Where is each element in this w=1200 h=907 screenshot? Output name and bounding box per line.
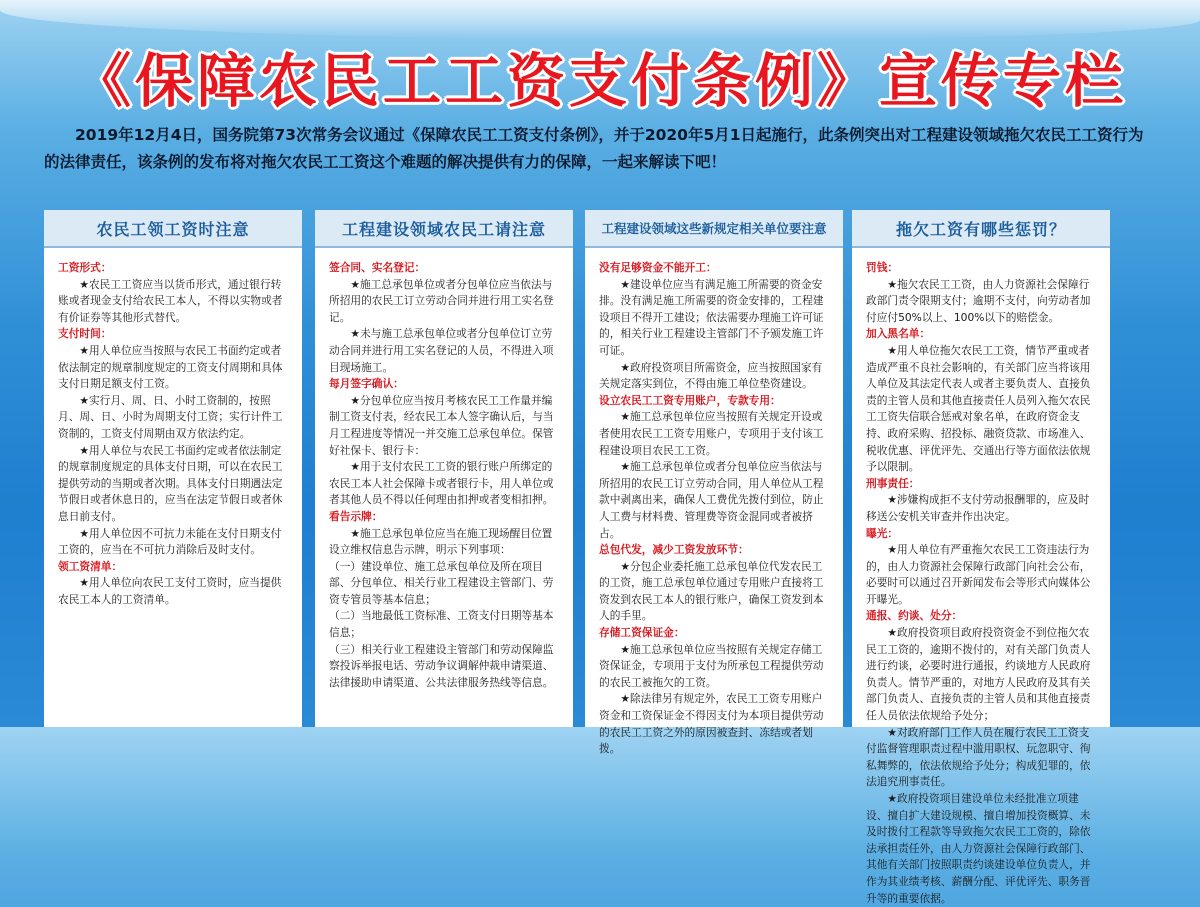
section-heading: 看告示牌： bbox=[329, 509, 383, 523]
section-heading: 签合同、实名登记： bbox=[329, 261, 426, 274]
paragraph: ★用人单位因不可抗力未能在支付日期支付工资的，应当在不可抗力消除后及时支付。 bbox=[58, 526, 282, 557]
paragraph: ★分包企业委托施工总承包单位代发农民工的工资，施工总承包单位通过专用账户直接将工资发到农民工本人的银行账户，确保工资发到本人的手里。 bbox=[599, 559, 824, 623]
section-heading: 总包代发，减少工资发放环节： bbox=[599, 543, 749, 557]
section-heading: 刑事责任： bbox=[866, 476, 920, 490]
paragraph: ★施工总承包单位或者分包单位应当依法与所招用的农民工订立劳动合同，用人单位从工程款中剥离出来，确保人工费优先拨付到位，防止人工费与材料费、管理费等资金混同或者被挤占。 bbox=[599, 460, 824, 540]
paragraph: （三）相关行业工程建设主管部门和劳动保障监察投诉举报电话、劳动争议调解仲裁申请渠道、法律援助申请渠道、公共法律服务热线等信息。 bbox=[329, 642, 554, 689]
paragraph: （一）建设单位、施工总承包单位及所在项目部、分包单位、相关行业工程建设主管部门、劳资专管员等基本信息； bbox=[329, 559, 554, 606]
section-heading: 罚钱： bbox=[866, 261, 899, 274]
section-heading: 没有足够资金不能开工： bbox=[599, 261, 717, 274]
section-heading: 每月签字确认： bbox=[329, 377, 404, 391]
paragraph: ★涉嫌构成拒不支付劳动报酬罪的，应及时移送公安机关审查并作出决定。 bbox=[866, 493, 1090, 523]
paragraph: ★分包单位应当按月考核农民工工作量并编制工资支付表，经农民工本人签字确认后，与当月工程进度等情况一并交施工总承包单位。保管好社保卡、银行卡： bbox=[329, 393, 554, 457]
paragraph: ★施工总承包单位应当按照有关规定存储工资保证金，专项用于支付为所承包工程提供劳动的农民工被拖欠的工资。 bbox=[599, 642, 824, 689]
section-heading: 曝光： bbox=[866, 526, 899, 540]
paragraph: ★除法律另有规定外，农民工工资专用账户资金和工资保证金不得因支付为本项目提供劳动的农民工工资之外的原因被查封、冻结或者划拨。 bbox=[599, 692, 824, 756]
column-penalties bbox=[852, 210, 1110, 905]
column-heading: 拖欠工资有哪些惩罚？ bbox=[852, 210, 1110, 248]
section-heading: 工资形式： bbox=[58, 261, 112, 274]
column-heading: 工程建设领域农民工请注意 bbox=[315, 210, 573, 248]
paragraph: ★实行月、周、日、小时工资制的，按照月、周、日、小时为周期支付工资；实行计件工资制的，工资支付周期由双方依法约定。 bbox=[58, 393, 283, 440]
paragraph: ★用人单位有严重拖欠农民工工资违法行为的，由人力资源社会保障行政部门向社会公布，必要时可以通过召开新闻发布会等形式向媒体公开曝光。 bbox=[866, 543, 1091, 606]
column-body bbox=[852, 248, 1110, 907]
section-heading: 加入黑名单： bbox=[866, 327, 931, 341]
column-heading: 农民工领工资时注意 bbox=[44, 210, 302, 248]
column-body bbox=[44, 248, 302, 608]
paragraph: ★用人单位拖欠农民工工资，情节严重或者造成严重不良社会影响的，有关部门应当将该用人单位及其法定代表人或者主要负责人、直接负责的主管人员和其他直接责任人员列入拖欠农民工工资失信联合惩戒对象名单，在政府资金支持、政府采购、招投标、融资贷款、市场准入、税收优惠、评优评先、交通出行等方面依法依规予以限制。 bbox=[866, 343, 1091, 474]
paragraph: ★施工总承包单位应当按照有关规定开设或者使用农民工工资专用账户，专项用于支付该工程建设项目农民工工资。 bbox=[599, 410, 824, 457]
paragraph: ★施工总承包单位或者分包单位应当依法与所招用的农民工订立劳动合同并进行用工实名登记。 bbox=[329, 277, 554, 324]
paragraph: ★未与施工总承包单位或者分包单位订立劳动合同并进行用工实名登记的人员，不得进入项目现场施工。 bbox=[329, 327, 554, 374]
paragraph: ★用于支付农民工工资的银行账户所绑定的农民工本人社会保障卡或者银行卡，用人单位或者其他人员不得以任何理由扣押或者变相扣押。 bbox=[329, 460, 554, 507]
page-title: 《保障农民工工资支付条例》宣传专栏 bbox=[72, 47, 1127, 115]
section-heading: 设立农民工工资专用账户，专款专用： bbox=[599, 393, 781, 407]
column-body bbox=[315, 248, 573, 691]
paragraph: ★用人单位与农民工书面约定或者依法制定的规章制度规定的具体支付日期，可以在农民工提供劳动的当期或者次期。具体支付日期遇法定节假日或者休息日的，应当在法定节假日或者休息日前支付。 bbox=[58, 443, 283, 523]
section-heading: 领工资清单： bbox=[58, 559, 123, 573]
paragraph: ★政府投资项目政府投资资金不到位拖欠农民工工资的，逾期不拨付的，对有关部门负责人进行约谈，必要时进行通报，约谈地方人民政府负责人。情节严重的，对地方人民政府及其有关部门负责人、直接负责的主管人员和其他直接责任人员依法依规给予处分； bbox=[866, 626, 1091, 723]
column-construction-worker-notes bbox=[315, 210, 573, 727]
paragraph: ★用人单位向农民工支付工资时，应当提供农民工本人的工资清单。 bbox=[58, 576, 282, 606]
section-heading: 支付时间： bbox=[58, 327, 112, 341]
column-heading: 工程建设领域这些新规定相关单位要注意 bbox=[585, 210, 843, 248]
section-heading: 存储工资保证金： bbox=[599, 626, 685, 640]
column-new-regulations bbox=[585, 210, 843, 756]
paragraph: ★政府投资项目所需资金，应当按照国家有关规定落实到位，不得由施工单位垫资建设。 bbox=[599, 360, 823, 391]
section-heading: 通报、约谈、处分： bbox=[866, 609, 963, 623]
column-worker-notes bbox=[44, 210, 302, 727]
paragraph: ★农民工工资应当以货币形式，通过银行转账或者现金支付给农民工本人，不得以实物或者有价证券等其他形式替代。 bbox=[58, 277, 283, 324]
paragraph: ★施工总承包单位应当在施工现场醒目位置设立维权信息告示牌，明示下列事项： bbox=[329, 526, 553, 557]
column-body bbox=[585, 248, 843, 758]
paragraph: ★拖欠农民工工资，由人力资源社会保障行政部门责令限期支付；逾期不支付，向劳动者加付应付50%以上、100%以下的赔偿金。 bbox=[866, 277, 1091, 324]
paragraph: ★对政府部门工作人员在履行农民工工资支付监督管理职责过程中滥用职权、玩忽职守、徇私舞弊的，依法依规给予处分；构成犯罪的，依法追究刑事责任。 bbox=[866, 725, 1091, 789]
intro-paragraph: 2019年12月4日，国务院第73次常务会议通过《保障农民工工资支付条例》，并于2020年5月1日起施行，此条例突出对工程建设领域拖欠农民工工资行为的法律责任，该条例的发布将对拖欠农民工工资这个难题的解决提供有力的保障，一起来解读下吧！ bbox=[44, 126, 1144, 171]
paragraph: （二）当地最低工资标准、工资支付日期等基本信息； bbox=[329, 609, 554, 640]
paragraph: ★用人单位应当按照与农民工书面约定或者依法制定的规章制度规定的工资支付周期和具体支付日期足额支付工资。 bbox=[58, 343, 283, 391]
paragraph: ★政府投资项目建设单位未经批准立项建设、擅自扩大建设规模、擅自增加投资概算、未及时拨付工程款等导致拖欠农民工工资的，除依法承担责任外，由人力资源社会保障行政部门、其他有关部门按照职责约谈建设单位负责人，并作为其业绩考核、薪酬分配、评优评先、职务晋升等的重要依据。 bbox=[866, 792, 1091, 905]
paragraph: ★建设单位应当有满足施工所需要的资金安排。没有满足施工所需要的资金安排的，工程建设项目不得开工建设；依法需要办理施工许可证的，相关行业工程建设主管部门不予颁发施工许可证。 bbox=[599, 277, 824, 357]
